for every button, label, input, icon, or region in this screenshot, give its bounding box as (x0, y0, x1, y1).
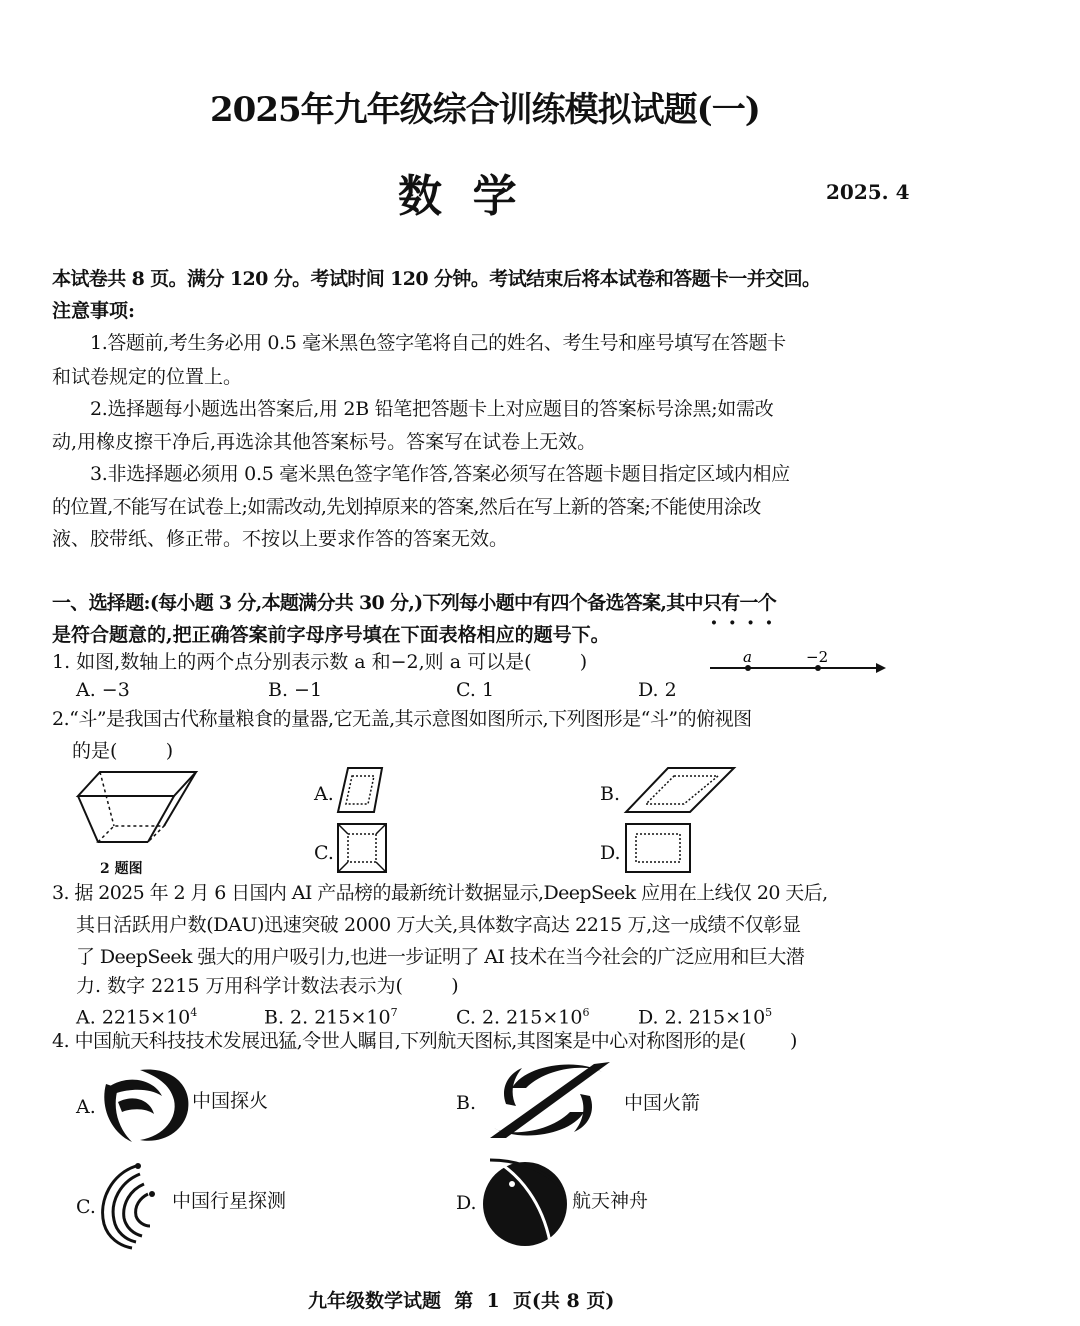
note-1-line-2: 和试卷规定的位置上。 (52, 366, 243, 388)
number-line-figure (700, 650, 890, 680)
note-2-line-1: 2.选择题每小题选出答案后,用 2B 铅笔把答题卡上对应题目的答案标号涂黑;如需改 (90, 398, 774, 420)
section-1-heading (52, 590, 776, 616)
q1-stem: 1. 如图,数轴上的两个点分别表示数 a 和−2,则 a 可以是( ) (52, 651, 588, 673)
exam-date: 2025. 4 (826, 180, 910, 204)
q4-option-c-letter: C. (76, 1196, 96, 1218)
q2-option-d-figure (624, 822, 692, 874)
q2-stem-line-1: 2.“斗”是我国古代称量粮食的量器,它无盖,其示意图如图所示,下列图形是“斗”的俯视图 (52, 708, 752, 730)
page-footer: 九年级数学试题 第 1 页(共 8 页) (308, 1290, 615, 1312)
q4-option-a-letter: A. (76, 1096, 96, 1118)
mars-exploration-logo (100, 1066, 192, 1146)
exam-title: 2025年九年级综合训练模拟试题(一) (210, 90, 760, 130)
q4-option-c-label: 中国行星探测 (172, 1190, 287, 1212)
section-1-heading-text: 一、选择题:(每小题 3 分,本题满分共 30 分,)下列每小题中有四个备选答案,其中 (52, 592, 703, 614)
axis-label-neg2: −2 (806, 648, 829, 666)
q3-option-c: C. 2. $215\times 10^6$ (456, 1006, 590, 1029)
q3-option-b: B. 2. $215\times 10^7$ (264, 1006, 398, 1029)
q3-stem-line-2: 其日活跃用户数(DAU)迅速突破 2000 万大关,具体数字高达 2215 万,这一成绩不仅彰显 (76, 914, 801, 936)
emphasis-char: 只 (702, 592, 722, 614)
q2-option-b-figure (624, 766, 736, 814)
emphasis-char: 一 (739, 592, 758, 614)
q4-option-d-letter: D. (456, 1192, 477, 1214)
q3-option-d: D. 2. $215\times 10^5$ (638, 1006, 773, 1029)
note-1-line-1: 1.答题前,考生务必用 0.5 毫米黑色签字笔将自己的姓名、考生号和座号填写在答题卡 (90, 332, 786, 354)
q2-figure-caption: 2 题图 (100, 861, 143, 877)
note-3-line-1: 3.非选择题必须用 0.5 毫米黑色签字笔作答,答案必须写在答题卡题目指定区域内相应 (90, 463, 790, 485)
q4-option-b-label: 中国火箭 (624, 1092, 701, 1114)
china-rocket-logo (482, 1058, 614, 1142)
q3-stem-line-1: 3. 据 2025 年 2 月 6 日国内 AI 产品榜的最新统计数据显示,DeepSeek 应用在上线仅 20 天后, (52, 882, 828, 904)
q2-stem-line-2: 的是( ) (72, 740, 174, 762)
q4-option-d-label: 航天神舟 (572, 1190, 649, 1212)
emphasis-char: 个 (757, 592, 777, 614)
q4-option-a-label: 中国探火 (192, 1090, 269, 1112)
q1-option-a: A. −3 (76, 679, 130, 701)
arrow-icon (876, 663, 886, 673)
q2-option-c-letter: C. (314, 842, 334, 864)
note-3-line-2: 的位置,不能写在试卷上;如需改动,先划掉原来的答案,然后在写上新的答案;不能使用涂改 (52, 496, 761, 518)
subject-title: 数 学 (398, 171, 517, 222)
q1-option-d: D. 2 (638, 679, 677, 701)
axis-label-a: a (743, 648, 752, 666)
note-3-line-3: 液、胶带纸、修正带。不按以上要求作答的答案无效。 (52, 528, 509, 550)
q3-stem-line-3: 了 DeepSeek 强大的用户吸引力,也进一步证明了 AI 技术在当今社会的广泛应用和巨大潜 (76, 946, 805, 968)
note-2-line-2: 动,用橡皮擦干净后,再选涂其他答案标号。答案写在试卷上无效。 (52, 431, 597, 453)
q4-stem: 4. 中国航天科技技术发展迅猛,令世人瞩目,下列航天图标,其图案是中心对称图形的是( ) (52, 1030, 797, 1052)
shenzhou-logo (480, 1156, 572, 1248)
notes-title: 注意事项: (52, 300, 136, 322)
q1-option-b: B. −1 (268, 679, 323, 701)
q2-option-d-letter: D. (600, 842, 621, 864)
q2-option-a-figure (336, 766, 386, 814)
dou-vessel-figure (70, 766, 202, 858)
q2-option-b-letter: B. (600, 783, 621, 805)
q4-option-b-letter: B. (456, 1092, 477, 1114)
emphasis-char: 有 (721, 592, 740, 614)
q1-option-c: C. 1 (456, 679, 495, 701)
q3-stem-line-4: 力. 数字 2215 万用科学计数法表示为( ) (76, 975, 459, 997)
planetary-exploration-logo (96, 1160, 160, 1250)
q3-option-a: A. $2215\times 10^4$ (76, 1006, 198, 1029)
q2-option-c-figure (336, 822, 388, 874)
q2-option-a-letter: A. (314, 783, 334, 805)
exam-summary: 本试卷共 8 页。满分 120 分。考试时间 120 分钟。考试结束后将本试卷和答题卡一并交回。 (52, 268, 821, 290)
section-1-heading-line-2: 是符合题意的,把正确答案前字母序号填在下面表格相应的题号下。 (52, 624, 610, 646)
